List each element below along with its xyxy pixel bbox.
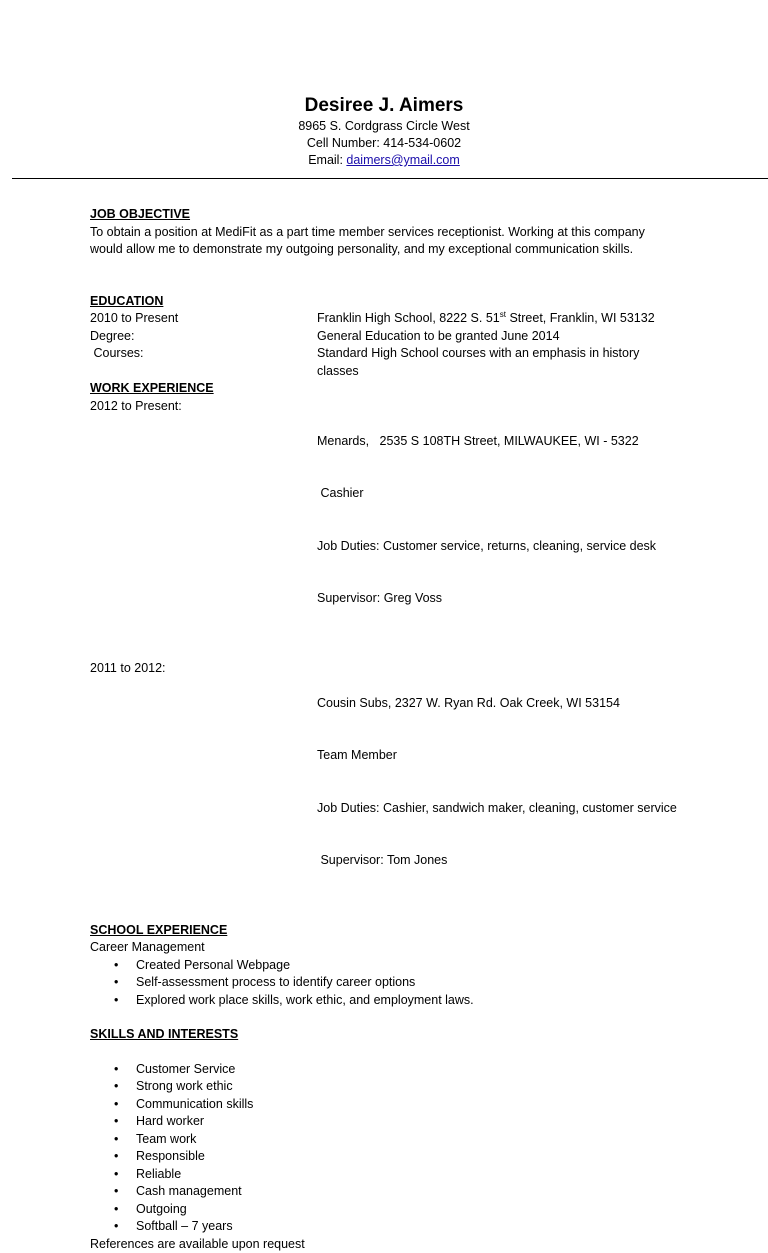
education-value [317, 310, 687, 328]
job-objective-heading: JOB OBJECTIVE [90, 206, 710, 224]
address-line: 8965 S. Cordgrass Circle West [0, 118, 768, 135]
list-item: • Outgoing [90, 1201, 710, 1219]
school-subheading: Career Management [90, 939, 710, 957]
job-supervisor: Supervisor: Greg Voss [317, 590, 687, 608]
job-duties: Job Duties: Customer service, returns, cleaning, service desk [317, 538, 687, 556]
list-item: • Team work [90, 1131, 710, 1149]
job-employer: Menards, 2535 S 108TH Street, MILWAUKEE, WI - 5322 [317, 433, 687, 451]
job-dates: 2011 to 2012: [90, 660, 317, 905]
list-item: • Strong work ethic [90, 1078, 710, 1096]
education-row [90, 328, 710, 346]
job-supervisor: Supervisor: Tom Jones [317, 852, 687, 870]
skills-bullet-list [90, 1061, 710, 1236]
list-item: • Hard worker [90, 1113, 710, 1131]
email-link[interactable]: daimers@ymail.com [346, 153, 459, 167]
bullet-icon: • [114, 1148, 118, 1166]
bullet-icon: • [114, 1166, 118, 1184]
list-item: • Customer Service [90, 1061, 710, 1079]
work-experience-heading: WORK EXPERIENCE [90, 380, 710, 398]
bullet-icon: • [114, 1096, 118, 1114]
job-objective-line-1: To obtain a position at MediFit as a part time member services receptionist. Working at this company [90, 224, 690, 242]
education-row [90, 345, 710, 380]
job-entry [90, 660, 710, 905]
bullet-icon: • [114, 1061, 118, 1079]
bullet-icon: • [114, 1201, 118, 1219]
job-dates: 2012 to Present: [90, 398, 317, 643]
list-item: • Cash management [90, 1183, 710, 1201]
education-label: 2010 to Present [90, 310, 317, 328]
resume-header [0, 94, 768, 169]
job-objective-line-2: would allow me to demonstrate my outgoing personality, and my exceptional communication skills. [90, 241, 690, 259]
education-value [317, 345, 687, 380]
cell-number-line: Cell Number: 414-534-0602 [0, 135, 768, 152]
email-label: Email: [308, 153, 346, 167]
job-title: Cashier [317, 485, 687, 503]
bullet-icon: • [114, 1113, 118, 1131]
education-label: Degree: [90, 328, 317, 346]
education-row [90, 310, 710, 328]
job-entry [90, 398, 710, 643]
bullet-icon: • [114, 974, 118, 992]
school-name-text: Franklin High School, 8222 S. 51 [317, 311, 500, 325]
resume-body [90, 206, 710, 1253]
education-value: General Education to be granted June 2014 [317, 328, 687, 346]
job-duties: Job Duties: Cashier, sandwich maker, cleaning, customer service [317, 800, 687, 818]
list-item: • Softball – 7 years [90, 1218, 710, 1236]
bullet-icon: • [114, 1218, 118, 1236]
courses-line-2: classes [317, 363, 687, 381]
job-details [317, 660, 687, 905]
job-employer: Cousin Subs, 2327 W. Ryan Rd. Oak Creek, WI 53154 [317, 695, 687, 713]
bullet-icon: • [114, 957, 118, 975]
bullet-icon: • [114, 1131, 118, 1149]
education-label: Courses: [90, 345, 317, 380]
education-heading: EDUCATION [90, 293, 710, 311]
list-item: • Explored work place skills, work ethic, and employment laws. [90, 992, 710, 1010]
list-item: • Created Personal Webpage [90, 957, 710, 975]
ordinal-suffix: st [500, 310, 506, 319]
job-details [317, 398, 687, 643]
references-note: References are available upon request [90, 1236, 710, 1253]
bullet-icon: • [114, 992, 118, 1010]
applicant-name: Desiree J. Aimers [0, 94, 768, 118]
school-experience-heading: SCHOOL EXPERIENCE [90, 922, 710, 940]
skills-heading: SKILLS AND INTERESTS [90, 1026, 710, 1044]
email-line [0, 152, 768, 169]
header-divider [12, 178, 768, 179]
school-bullet-list [90, 957, 710, 1010]
courses-line-1: Standard High School courses with an emphasis in history [317, 345, 687, 363]
list-item: • Reliable [90, 1166, 710, 1184]
list-item: • Communication skills [90, 1096, 710, 1114]
list-item: • Self-assessment process to identify career options [90, 974, 710, 992]
bullet-icon: • [114, 1183, 118, 1201]
bullet-icon: • [114, 1078, 118, 1096]
list-item: • Responsible [90, 1148, 710, 1166]
school-street-text: Street, Franklin, WI 53132 [506, 311, 655, 325]
job-title: Team Member [317, 747, 687, 765]
